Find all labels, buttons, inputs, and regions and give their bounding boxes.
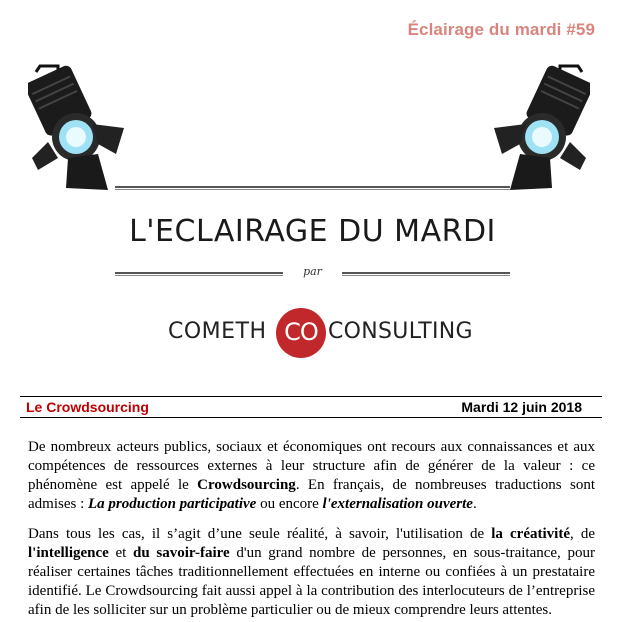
p1-text-2: . En français, de nombreuses traductions sont admises : — [28, 477, 595, 512]
article-date: Mardi 12 juin 2018 — [461, 399, 582, 415]
p2-text-2: , de — [569, 526, 596, 542]
issue-label: Éclairage du mardi #59 — [407, 20, 595, 39]
banner-title: L'ECLAIRAGE DU MARDI — [129, 214, 496, 249]
logo-mark: CO — [284, 318, 318, 346]
banner-rule-top-thin — [115, 189, 510, 190]
paragraph-2 — [28, 525, 595, 620]
p1-term-crowdsourcing: Crowdsourcing — [197, 477, 296, 493]
p2-term-intelligence: l'intelligence — [28, 545, 109, 561]
p1-text-1: De nombreux acteurs publics, sociaux et économiques ont recours aux connaissances et aux compétences de ressources externes à leur structure afin de générer de la valeur : ce phénomène est appelé le — [28, 439, 595, 493]
p2-text-3: et — [108, 545, 134, 561]
by-rule-left-thin — [115, 275, 283, 276]
article-topic: Le Crowdsourcing — [26, 399, 149, 415]
by-rule-right-thin — [342, 275, 510, 276]
p2-text-4: d'un grand nombre de personnes, en sous-traitance, pour réaliser certaines tâches traditionnellement effectuées en interne ou confiées à un prestataire identifié. Le Crowdsourcing fait aussi appel à la contribution des interlocuteurs de l’entreprise afin de les solliciter sur un problème particulier ou de mieux comprendre leurs attentes. — [28, 545, 595, 618]
banner-rule-top — [115, 186, 510, 188]
logo-word-right: CONSULTING — [328, 319, 473, 344]
p2-term-savoir-faire: du savoir-faire — [133, 545, 230, 561]
spotlight-right-icon — [470, 62, 590, 192]
spotlight-left-icon — [28, 62, 138, 192]
p2-text-1: Dans tous les cas, il s’agit d’une seule réalité, à savoir, l'utilisation de — [28, 526, 492, 542]
by-rule-left — [115, 272, 283, 274]
banner-by-text: par — [303, 265, 322, 278]
banner-by-row — [115, 265, 510, 279]
p1-text-4: . — [472, 496, 477, 512]
p1-term-production: La production participative — [88, 496, 257, 512]
p2-term-creativite: la créativité — [491, 526, 570, 542]
by-rule-right — [342, 272, 510, 274]
logo-word-left: COMETH — [168, 319, 267, 344]
p1-text-3: ou encore — [256, 496, 323, 512]
article-header — [20, 397, 602, 418]
company-logo — [168, 308, 473, 358]
p1-term-externalisation: l'externalisation ouverte — [322, 496, 473, 512]
paragraph-1 — [28, 438, 595, 514]
